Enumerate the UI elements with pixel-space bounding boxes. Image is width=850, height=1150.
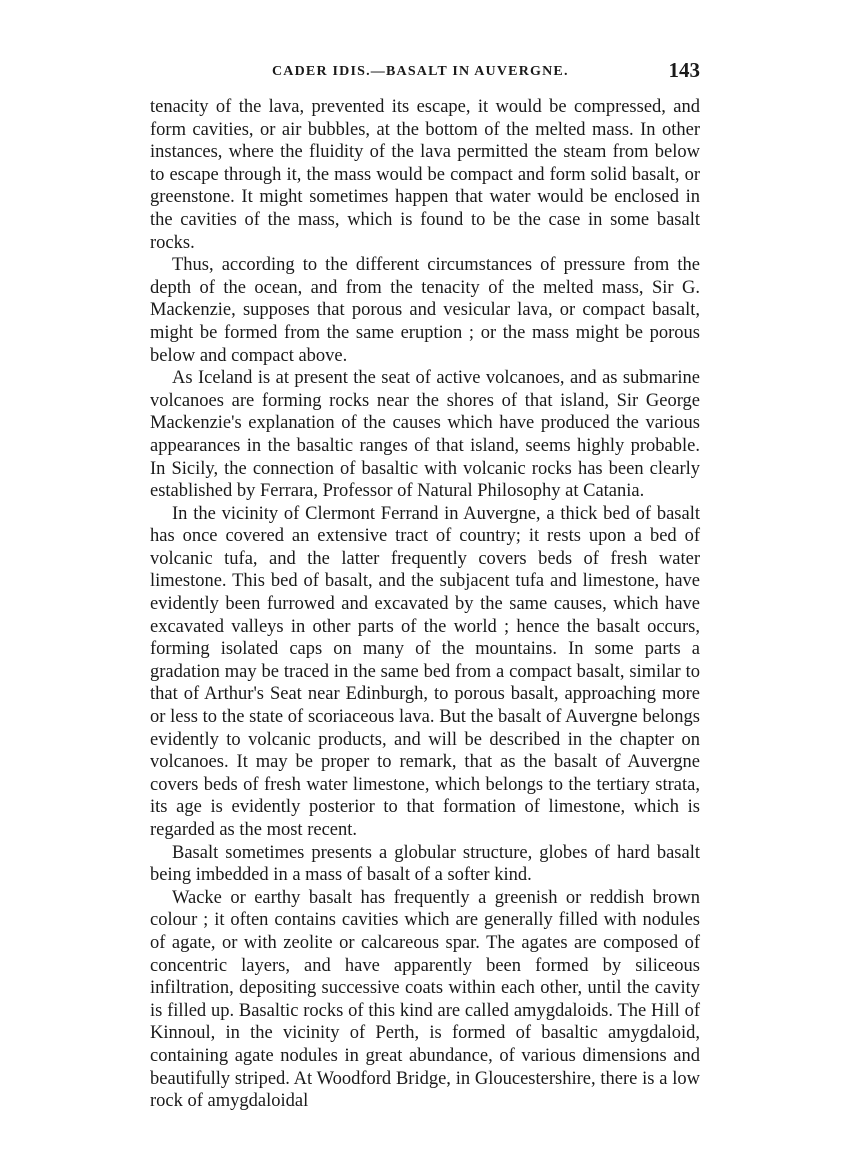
- running-title: CADER IDIS.—BASALT IN AUVERGNE.: [272, 64, 569, 79]
- page-number: 143: [668, 58, 700, 82]
- paragraph: In the vicinity of Clermont Ferrand in Auvergne, a thick bed of basalt has once covered an extensive tract of country; it rests upon a bed of volcanic tufa, and the latter frequently covers beds of fresh water limestone. This bed of basalt, and the subjacent tufa and limestone, have evidently been furrowed and excavated by the same causes, which have excavated valleys in other parts of the world ; hence the basalt occurs, forming isolated caps on many of the mountains. In some parts a gradation may be traced in the same bed from a compact basalt, similar to that of Arthur's Seat near Edinburgh, to porous basalt, approaching more or less to the state of scoriaceous lava. But the basalt of Auvergne belongs evidently to volcanic products, and will be described in the chapter on volcanoes. It may be proper to remark, that as the basalt of Auvergne covers beds of fresh water limestone, which belongs to the tertiary strata, its age is evidently posterior to that formation of limestone, which is regarded as the most recent.: [150, 503, 700, 840]
- paragraph: tenacity of the lava, prevented its escape, it would be compressed, and form cavities, or air bubbles, at the bottom of the melted mass. In other instances, where the fluidity of the lava permitted the steam from below to escape through it, the mass would be compact and form solid basalt, or greenstone. It might sometimes happen that water would be enclosed in the cavities of the mass, which is found to be the case in some basalt rocks.: [150, 97, 700, 253]
- book-page: [150, 58, 700, 1113]
- body-text: [150, 96, 700, 1113]
- paragraph: Thus, according to the different circumstances of pressure from the depth of the ocean, and from the tenacity of the melted mass, Sir G. Mackenzie, supposes that porous and vesicular lava, or compact basalt, might be formed from the same eruption ; or the mass might be porous below and compact above.: [150, 255, 700, 366]
- running-head: [150, 58, 700, 84]
- paragraph: As Iceland is at present the seat of active volcanoes, and as submarine volcanoes are forming rocks near the shores of that island, Sir George Mackenzie's explanation of the causes which have produced the various appearances in the basaltic ranges of that island, seems highly probable. In Sicily, the connection of basaltic with volcanic rocks has been clearly established by Ferrara, Professor of Natural Philosophy at Catania.: [150, 368, 700, 502]
- paragraph: Basalt sometimes presents a globular structure, globes of hard basalt being imbedded in a mass of basalt of a softer kind.: [150, 842, 700, 886]
- paragraph: Wacke or earthy basalt has frequently a greenish or reddish brown colour ; it often contains cavities which are generally filled with nodules of agate, or with zeolite or calcareous spar. The agates are composed of concentric layers, and have apparently been formed by siliceous infiltration, depositing successive coats within each other, until the cavity is filled up. Basaltic rocks of this kind are called amygdaloids. The Hill of Kinnoul, in the vicinity of Perth, is formed of basaltic amygdaloid, containing agate nodules in great abundance, of various dimensions and beautifully striped. At Woodford Bridge, in Gloucestershire, there is a low rock of amygdaloidal: [150, 887, 700, 1112]
